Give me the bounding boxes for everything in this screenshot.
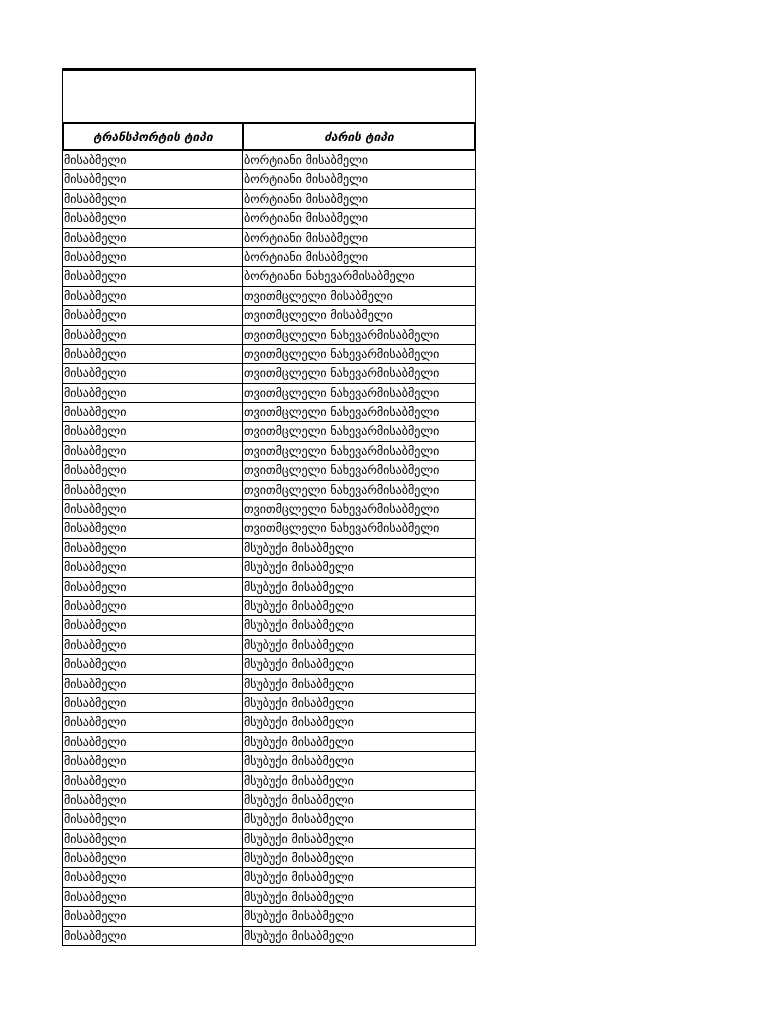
cell-transport-type[interactable]: მისაბმელი <box>63 403 243 421</box>
cell-body-type[interactable]: ბორტიანი მისაბმელი <box>244 153 369 167</box>
cell-body-type[interactable]: თვითმცლელი ნახევარმისაბმელი <box>244 502 440 517</box>
cell-body-type[interactable]: თვითმცლელი ნახევარმისაბმელი <box>244 385 440 400</box>
column-header-transport-type[interactable]: ტრანსპორტის ტიპი <box>64 124 244 149</box>
cell-transport-type[interactable]: მისაბმელი <box>63 326 243 344</box>
cell-body-type[interactable]: მსუბუქი მისაბმელი <box>244 618 354 633</box>
table-row <box>62 791 476 810</box>
cell-body-type[interactable]: თვითმცლელი ნახევარმისაბმელი <box>244 346 440 361</box>
cell-transport-type[interactable]: მისაბმელი <box>63 170 243 188</box>
table-row <box>62 907 476 926</box>
table-row <box>62 694 476 713</box>
cell-transport-type[interactable]: მისაბმელი <box>63 830 243 848</box>
cell-transport-type[interactable]: მისაბმელი <box>63 636 243 654</box>
table-row <box>62 384 476 403</box>
table-row <box>62 597 476 616</box>
cell-body-type[interactable]: მსუბუქი მისაბმელი <box>244 851 354 866</box>
table-row <box>62 655 476 674</box>
table-row <box>62 461 476 480</box>
cell-body-type[interactable]: თვითმცლელი ნახევარმისაბმელი <box>244 482 440 497</box>
cell-body-type[interactable]: თვითმცლელი მისაბმელი <box>244 288 393 303</box>
table-row <box>62 326 476 345</box>
spreadsheet-table <box>62 68 476 946</box>
cell-body-type[interactable]: ბორტიანი ნახევარმისაბმელი <box>244 269 415 284</box>
cell-body-type[interactable]: მსუბუქი მისაბმელი <box>244 773 354 788</box>
cell-transport-type[interactable]: მისაბმელი <box>63 539 243 557</box>
cell-body-type[interactable]: მსუბუქი მისაბმელი <box>244 792 354 807</box>
table-row <box>62 539 476 558</box>
cell-transport-type[interactable]: მისაბმელი <box>63 481 243 499</box>
cell-transport-type[interactable]: მისაბმელი <box>63 907 243 925</box>
table-row <box>62 306 476 325</box>
cell-body-type[interactable]: მსუბუქი მისაბმელი <box>244 889 354 904</box>
column-header-body-type[interactable]: ძარის ტიპი <box>324 129 394 144</box>
cell-body-type[interactable]: თვითმცლელი მისაბმელი <box>244 308 393 323</box>
cell-transport-type[interactable]: მისაბმელი <box>63 868 243 886</box>
cell-body-type[interactable]: ბორტიანი მისაბმელი <box>244 172 369 187</box>
cell-transport-type[interactable]: მისაბმელი <box>63 151 243 169</box>
cell-transport-type[interactable]: მისაბმელი <box>63 422 243 440</box>
table-row <box>62 500 476 519</box>
cell-body-type[interactable]: ბორტიანი მისაბმელი <box>244 191 369 206</box>
cell-body-type[interactable]: მსუბუქი მისაბმელი <box>244 734 354 749</box>
cell-body-type[interactable]: მსუბუქი მისაბმელი <box>244 831 354 846</box>
cell-transport-type[interactable]: მისაბმელი <box>63 558 243 576</box>
table-row <box>62 190 476 209</box>
cell-transport-type[interactable]: მისაბმელი <box>63 578 243 596</box>
table-row <box>62 810 476 829</box>
table-row <box>62 345 476 364</box>
cell-transport-type[interactable]: მისაბმელი <box>63 364 243 382</box>
cell-transport-type[interactable]: მისაბმელი <box>63 597 243 615</box>
cell-body-type[interactable]: მსუბუქი მისაბმელი <box>244 657 354 672</box>
cell-transport-type[interactable]: მისაბმელი <box>63 287 243 305</box>
table-row <box>62 422 476 441</box>
table-row <box>62 248 476 267</box>
cell-body-type[interactable]: მსუბუქი მისაბმელი <box>244 754 354 769</box>
table-row <box>62 287 476 306</box>
table-row <box>62 209 476 228</box>
table-row <box>62 442 476 461</box>
cell-body-type[interactable]: მსუბუქი მისაბმელი <box>244 579 354 594</box>
cell-body-type[interactable]: თვითმცლელი ნახევარმისაბმელი <box>244 521 440 536</box>
cell-transport-type[interactable]: მისაბმელი <box>63 655 243 673</box>
cell-transport-type[interactable]: მისაბმელი <box>63 519 243 537</box>
cell-body-type[interactable]: თვითმცლელი ნახევარმისაბმელი <box>244 366 440 381</box>
cell-body-type[interactable]: მსუბუქი მისაბმელი <box>244 870 354 885</box>
table-row <box>62 481 476 500</box>
cell-transport-type[interactable]: მისაბმელი <box>63 267 243 285</box>
table-row <box>62 830 476 849</box>
table-row <box>62 888 476 907</box>
cell-body-type[interactable]: მსუბუქი მისაბმელი <box>244 540 354 555</box>
table-row <box>62 616 476 635</box>
table-row <box>62 636 476 655</box>
cell-transport-type[interactable]: მისაბმელი <box>63 810 243 828</box>
cell-body-type[interactable]: მსუბუქი მისაბმელი <box>244 695 354 710</box>
table-row <box>62 927 476 946</box>
table-row <box>62 772 476 791</box>
cell-body-type[interactable]: თვითმცლელი ნახევარმისაბმელი <box>244 443 440 458</box>
cell-body-type[interactable]: მსუბუქი მისაბმელი <box>244 676 354 691</box>
table-row <box>62 519 476 538</box>
cell-transport-type[interactable]: მისაბმელი <box>63 772 243 790</box>
table-row <box>62 558 476 577</box>
cell-body-type[interactable]: მსუბუქი მისაბმელი <box>244 812 354 827</box>
cell-transport-type[interactable]: მისაბმელი <box>63 461 243 479</box>
table-row <box>62 364 476 383</box>
cell-transport-type[interactable]: მისაბმელი <box>63 384 243 402</box>
table-row <box>62 578 476 597</box>
table-row <box>62 733 476 752</box>
table-row <box>62 229 476 248</box>
cell-body-type[interactable]: მსუბუქი მისაბმელი <box>244 598 354 613</box>
table-row <box>62 849 476 868</box>
cell-transport-type[interactable]: მისაბმელი <box>63 927 243 945</box>
cell-transport-type[interactable]: მისაბმელი <box>63 791 243 809</box>
table-row <box>62 151 476 170</box>
cell-transport-type[interactable]: მისაბმელი <box>63 209 243 227</box>
cell-transport-type[interactable]: მისაბმელი <box>63 248 243 266</box>
table-row <box>62 170 476 189</box>
cell-transport-type[interactable]: მისაბმელი <box>63 694 243 712</box>
header-row <box>62 122 476 151</box>
empty-title-row <box>62 71 476 123</box>
cell-body-type[interactable]: მსუბუქი მისაბმელი <box>244 715 354 730</box>
cell-body-type[interactable]: მსუბუქი მისაბმელი <box>244 928 354 943</box>
cell-transport-type[interactable]: მისაბმელი <box>63 190 243 208</box>
cell-transport-type[interactable]: მისაბმელი <box>63 442 243 460</box>
cell-transport-type[interactable]: მისაბმელი <box>63 675 243 693</box>
cell-transport-type[interactable]: მისაბმელი <box>63 849 243 867</box>
cell-transport-type[interactable]: მისაბმელი <box>63 306 243 324</box>
table-row <box>62 267 476 286</box>
table-row <box>62 675 476 694</box>
cell-body-type[interactable]: ბორტიანი მისაბმელი <box>244 230 369 245</box>
cell-transport-type[interactable]: მისაბმელი <box>63 733 243 751</box>
cell-transport-type[interactable]: მისაბმელი <box>63 752 243 770</box>
cell-body-type[interactable]: მსუბუქი მისაბმელი <box>244 909 354 924</box>
cell-transport-type[interactable]: მისაბმელი <box>63 229 243 247</box>
table-row <box>62 752 476 771</box>
cell-body-type[interactable]: თვითმცლელი ნახევარმისაბმელი <box>244 327 440 342</box>
cell-transport-type[interactable]: მისაბმელი <box>63 616 243 634</box>
cell-transport-type[interactable]: მისაბმელი <box>63 345 243 363</box>
table-row <box>62 403 476 422</box>
cell-body-type[interactable]: მსუბუქი მისაბმელი <box>244 560 354 575</box>
table-body <box>62 151 476 946</box>
cell-body-type[interactable]: თვითმცლელი ნახევარმისაბმელი <box>244 424 440 439</box>
table-row <box>62 713 476 732</box>
cell-body-type[interactable]: ბორტიანი მისაბმელი <box>244 211 369 226</box>
cell-body-type[interactable]: თვითმცლელი ნახევარმისაბმელი <box>244 463 440 478</box>
cell-body-type[interactable]: თვითმცლელი ნახევარმისაბმელი <box>244 405 440 420</box>
cell-transport-type[interactable]: მისაბმელი <box>63 500 243 518</box>
cell-body-type[interactable]: ბორტიანი მისაბმელი <box>244 249 369 264</box>
cell-transport-type[interactable]: მისაბმელი <box>63 713 243 731</box>
cell-transport-type[interactable]: მისაბმელი <box>63 888 243 906</box>
cell-body-type[interactable]: მსუბუქი მისაბმელი <box>244 637 354 652</box>
table-row <box>62 868 476 887</box>
